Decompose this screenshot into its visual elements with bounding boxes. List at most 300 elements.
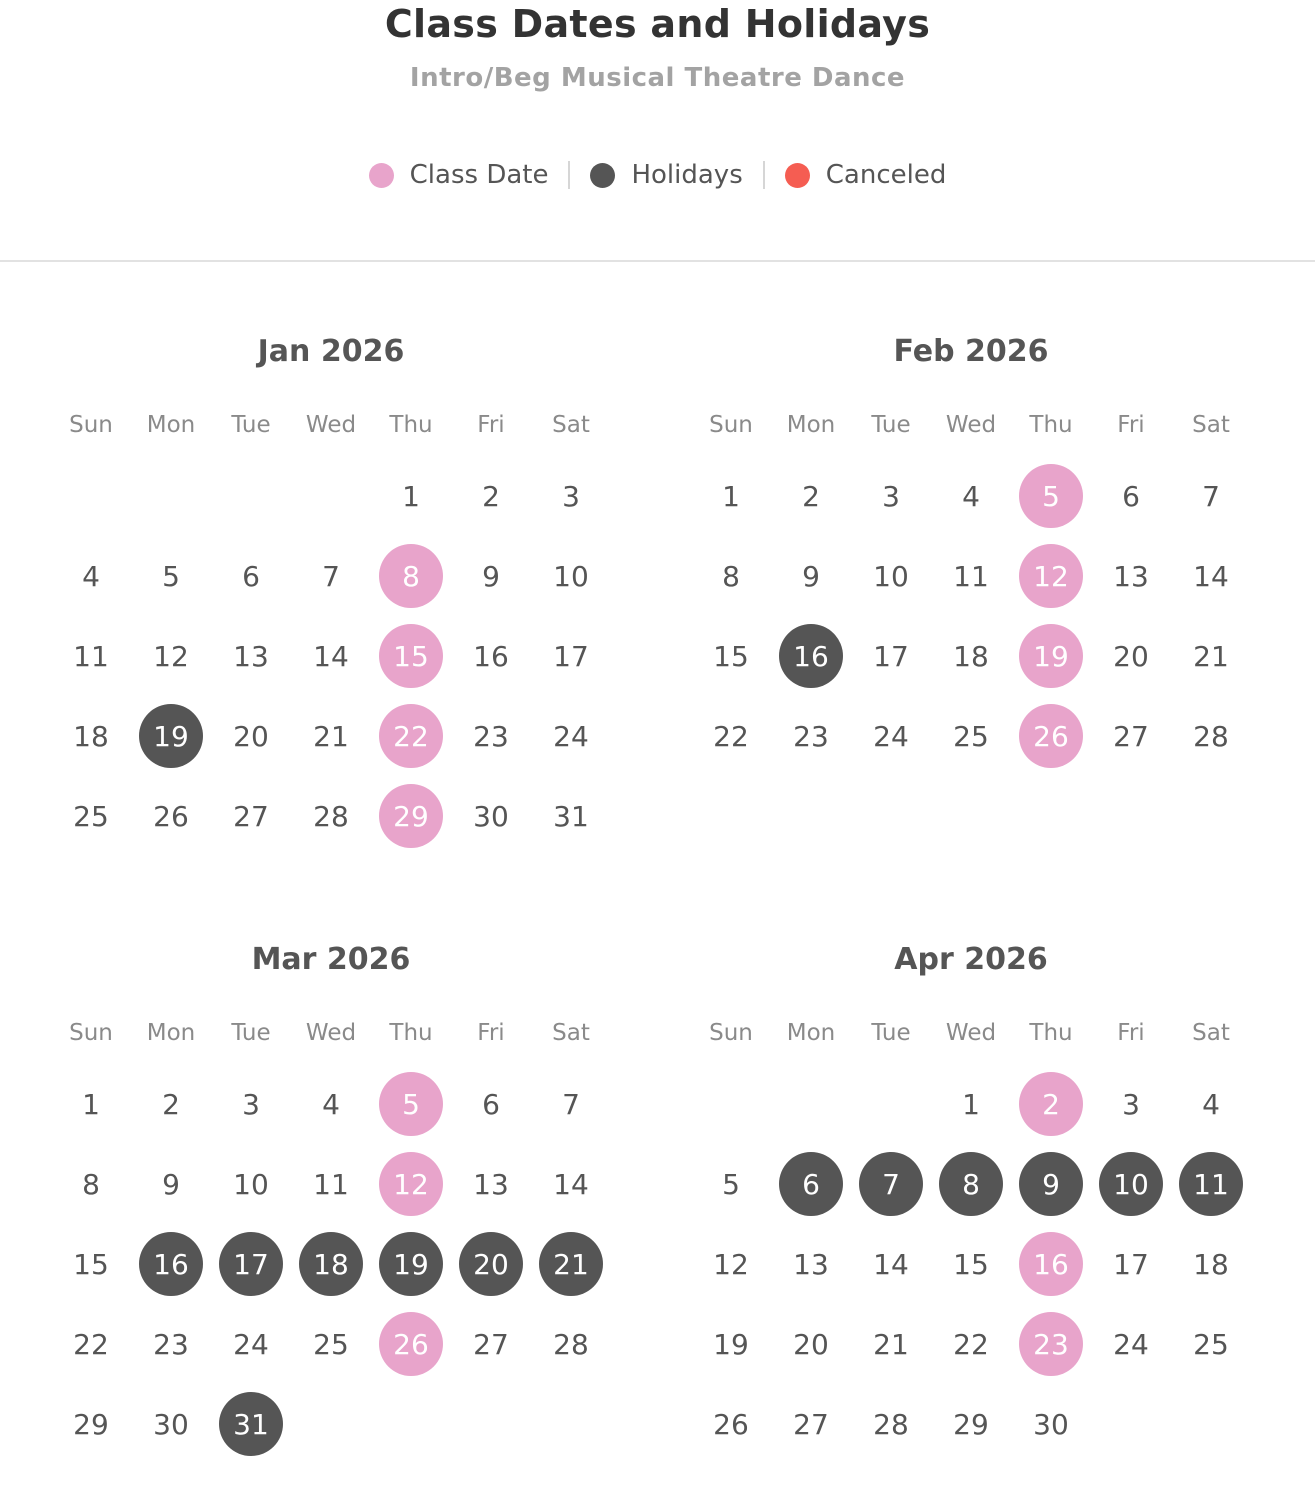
day-cell — [691, 696, 771, 776]
day-number: 2 — [482, 479, 500, 513]
class-date-day: 15 — [379, 624, 443, 688]
day-number: 13 — [1113, 559, 1149, 593]
holiday-day: 9 — [1019, 1152, 1083, 1216]
class-date-day: 12 — [379, 1152, 443, 1216]
day-cell — [691, 1224, 771, 1304]
day-cell — [691, 1384, 771, 1464]
day-cell — [1091, 456, 1171, 536]
day-number: 15 — [953, 1247, 989, 1281]
legend-item-canceled — [785, 160, 947, 190]
day-cell — [691, 616, 771, 696]
day-number: 6 — [1122, 479, 1140, 513]
day-cell — [291, 1144, 371, 1224]
day-cell — [1171, 1144, 1251, 1224]
day-cell — [1171, 616, 1251, 696]
holiday-day: 16 — [779, 624, 843, 688]
day-cell — [1011, 1224, 1091, 1304]
day-cell — [51, 1304, 131, 1384]
day-cell — [451, 1304, 531, 1384]
day-cell — [531, 696, 611, 776]
weekday-label: Thu — [389, 412, 433, 438]
day-cell — [851, 616, 931, 696]
day-number: 25 — [1193, 1327, 1229, 1361]
day-number: 20 — [793, 1327, 829, 1361]
day-cell — [451, 1144, 531, 1224]
weekday-label: Mon — [786, 412, 836, 438]
day-grid — [51, 1064, 611, 1464]
day-number: 20 — [1113, 639, 1149, 673]
day-cell — [451, 1224, 531, 1304]
day-cell — [1091, 1064, 1171, 1144]
day-number: 20 — [233, 719, 269, 753]
day-cell — [291, 776, 371, 856]
day-cell — [851, 1144, 931, 1224]
day-cell — [931, 536, 1011, 616]
day-cell — [291, 696, 371, 776]
empty-day-cell — [51, 456, 131, 536]
day-number: 3 — [882, 479, 900, 513]
day-cell — [131, 1144, 211, 1224]
day-cell — [51, 1064, 131, 1144]
day-cell — [1171, 1304, 1251, 1384]
day-number: 28 — [313, 799, 349, 833]
day-cell — [451, 776, 531, 856]
page-title: Class Dates and Holidays — [384, 2, 931, 46]
class-date-day: 5 — [379, 1072, 443, 1136]
day-number: 24 — [553, 719, 589, 753]
day-number: 7 — [1202, 479, 1220, 513]
weekday-label: Sun — [69, 1020, 113, 1046]
day-cell — [1011, 1304, 1091, 1384]
day-number: 18 — [953, 639, 989, 673]
day-number: 3 — [1122, 1087, 1140, 1121]
day-number: 1 — [722, 479, 740, 513]
day-cell — [531, 456, 611, 536]
day-cell — [211, 1144, 291, 1224]
day-cell — [451, 456, 531, 536]
day-number: 11 — [73, 639, 109, 673]
weekday-label: Tue — [231, 1020, 271, 1046]
empty-day-cell — [851, 1064, 931, 1144]
day-number: 9 — [482, 559, 500, 593]
weekday-label: Fri — [1117, 1020, 1145, 1046]
day-cell — [691, 456, 771, 536]
day-number: 21 — [1193, 639, 1229, 673]
empty-day-cell — [131, 456, 211, 536]
day-number: 17 — [873, 639, 909, 673]
class-date-day: 26 — [1019, 704, 1083, 768]
day-number: 4 — [322, 1087, 340, 1121]
legend-divider — [763, 161, 765, 189]
day-number: 8 — [722, 559, 740, 593]
day-cell — [291, 1304, 371, 1384]
weekday-label: Mon — [786, 1020, 836, 1046]
day-cell — [51, 776, 131, 856]
holiday-day: 7 — [859, 1152, 923, 1216]
day-cell — [1091, 696, 1171, 776]
holiday-day: 31 — [219, 1392, 283, 1456]
day-number: 26 — [713, 1407, 749, 1441]
day-cell — [1091, 1224, 1171, 1304]
day-cell — [131, 1224, 211, 1304]
month-title: Mar 2026 — [251, 942, 411, 977]
day-cell — [851, 536, 931, 616]
day-number: 15 — [713, 639, 749, 673]
day-number: 1 — [402, 479, 420, 513]
day-cell — [1011, 1384, 1091, 1464]
weekday-label: Sat — [1192, 412, 1230, 438]
day-cell — [131, 1064, 211, 1144]
day-number: 30 — [473, 799, 509, 833]
day-cell — [1171, 1064, 1251, 1144]
class-date-day: 19 — [1019, 624, 1083, 688]
empty-day-cell — [211, 456, 291, 536]
day-cell — [211, 536, 291, 616]
weekday-header — [51, 1020, 611, 1046]
day-number: 27 — [233, 799, 269, 833]
page-subtitle: Intro/Beg Musical Theatre Dance — [409, 63, 906, 93]
day-number: 7 — [322, 559, 340, 593]
page-header — [0, 0, 1315, 262]
day-number: 27 — [473, 1327, 509, 1361]
day-cell — [211, 1064, 291, 1144]
empty-day-cell — [691, 1064, 771, 1144]
day-number: 12 — [153, 639, 189, 673]
weekday-label: Fri — [477, 412, 505, 438]
day-cell — [771, 536, 851, 616]
day-cell — [371, 696, 451, 776]
holiday-day: 10 — [1099, 1152, 1163, 1216]
holiday-day: 11 — [1179, 1152, 1243, 1216]
day-cell — [291, 536, 371, 616]
day-number: 25 — [73, 799, 109, 833]
day-cell — [451, 696, 531, 776]
day-cell — [291, 616, 371, 696]
day-number: 9 — [162, 1167, 180, 1201]
day-number: 14 — [1193, 559, 1229, 593]
day-cell — [931, 1144, 1011, 1224]
day-number: 4 — [82, 559, 100, 593]
day-number: 30 — [1033, 1407, 1069, 1441]
day-number: 8 — [82, 1167, 100, 1201]
day-cell — [1171, 536, 1251, 616]
canceled-dot-icon — [785, 163, 810, 188]
day-number: 4 — [1202, 1087, 1220, 1121]
day-number: 4 — [962, 479, 980, 513]
day-number: 6 — [242, 559, 260, 593]
class-date-day: 29 — [379, 784, 443, 848]
weekday-label: Fri — [477, 1020, 505, 1046]
day-cell — [211, 1304, 291, 1384]
day-cell — [691, 1304, 771, 1384]
day-cell — [1171, 696, 1251, 776]
weekday-label: Sun — [69, 412, 113, 438]
day-cell — [451, 616, 531, 696]
day-number: 13 — [473, 1167, 509, 1201]
holiday-day: 19 — [139, 704, 203, 768]
class-date-day: 26 — [379, 1312, 443, 1376]
day-cell — [51, 536, 131, 616]
day-cell — [1011, 536, 1091, 616]
day-number: 24 — [1113, 1327, 1149, 1361]
day-number: 24 — [873, 719, 909, 753]
day-cell — [371, 456, 451, 536]
day-cell — [1011, 616, 1091, 696]
day-number: 25 — [953, 719, 989, 753]
day-number: 24 — [233, 1327, 269, 1361]
weekday-label: Thu — [1029, 1020, 1073, 1046]
day-number: 1 — [82, 1087, 100, 1121]
day-number: 14 — [873, 1247, 909, 1281]
weekday-label: Thu — [1029, 412, 1073, 438]
day-cell — [531, 1144, 611, 1224]
day-cell — [131, 1384, 211, 1464]
day-number: 23 — [153, 1327, 189, 1361]
weekday-header — [691, 1020, 1251, 1046]
weekday-label: Sat — [552, 1020, 590, 1046]
weekday-label: Sun — [709, 412, 753, 438]
day-cell — [771, 1144, 851, 1224]
day-grid — [691, 456, 1251, 776]
day-number: 29 — [953, 1407, 989, 1441]
day-grid — [691, 1064, 1251, 1464]
day-number: 18 — [1193, 1247, 1229, 1281]
day-cell — [771, 1304, 851, 1384]
day-cell — [771, 1384, 851, 1464]
class-date-day: 12 — [1019, 544, 1083, 608]
day-cell — [1011, 696, 1091, 776]
day-cell — [531, 1304, 611, 1384]
day-cell — [371, 536, 451, 616]
day-cell — [931, 1064, 1011, 1144]
day-number: 17 — [553, 639, 589, 673]
day-cell — [531, 616, 611, 696]
day-number: 13 — [793, 1247, 829, 1281]
legend-label-class-date: Class Date — [409, 160, 549, 190]
day-cell — [131, 1304, 211, 1384]
day-number: 2 — [802, 479, 820, 513]
day-cell — [131, 616, 211, 696]
day-cell — [1011, 1144, 1091, 1224]
day-cell — [1091, 536, 1171, 616]
class-date-day: 23 — [1019, 1312, 1083, 1376]
legend-item-class-date — [369, 160, 549, 190]
weekday-label: Tue — [871, 412, 911, 438]
day-number: 3 — [242, 1087, 260, 1121]
day-number: 15 — [73, 1247, 109, 1281]
day-cell — [931, 1384, 1011, 1464]
weekday-header — [691, 412, 1251, 438]
weekday-label: Wed — [945, 412, 997, 438]
day-cell — [851, 1304, 931, 1384]
class-date-day: 8 — [379, 544, 443, 608]
day-cell — [931, 696, 1011, 776]
legend — [0, 160, 1315, 190]
day-cell — [851, 696, 931, 776]
legend-item-holidays — [590, 160, 742, 190]
class-date-day: 2 — [1019, 1072, 1083, 1136]
day-cell — [371, 1304, 451, 1384]
day-cell — [371, 1224, 451, 1304]
weekday-label: Sat — [1192, 1020, 1230, 1046]
weekday-label: Tue — [871, 1020, 911, 1046]
day-cell — [291, 1064, 371, 1144]
class-date-day: 5 — [1019, 464, 1083, 528]
holiday-day: 16 — [139, 1232, 203, 1296]
day-number: 14 — [553, 1167, 589, 1201]
day-cell — [771, 696, 851, 776]
day-grid — [51, 456, 611, 856]
day-number: 21 — [313, 719, 349, 753]
holiday-day: 21 — [539, 1232, 603, 1296]
day-cell — [51, 1384, 131, 1464]
day-cell — [1011, 1064, 1091, 1144]
day-number: 5 — [162, 559, 180, 593]
holiday-dot-icon — [590, 163, 615, 188]
day-cell — [851, 456, 931, 536]
day-number: 25 — [313, 1327, 349, 1361]
day-cell — [931, 1304, 1011, 1384]
day-number: 21 — [873, 1327, 909, 1361]
day-cell — [211, 696, 291, 776]
holiday-day: 19 — [379, 1232, 443, 1296]
legend-divider — [568, 161, 570, 189]
month-title: Jan 2026 — [257, 334, 405, 369]
day-cell — [1171, 456, 1251, 536]
weekday-label: Mon — [146, 412, 196, 438]
day-cell — [51, 1224, 131, 1304]
day-cell — [131, 776, 211, 856]
day-cell — [211, 776, 291, 856]
weekday-label: Wed — [305, 412, 357, 438]
day-cell — [931, 456, 1011, 536]
day-number: 22 — [713, 719, 749, 753]
day-number: 14 — [313, 639, 349, 673]
class-date-dot-icon — [369, 163, 394, 188]
legend-label-canceled: Canceled — [825, 160, 947, 190]
day-cell — [1171, 1224, 1251, 1304]
day-number: 1 — [962, 1087, 980, 1121]
day-number: 23 — [473, 719, 509, 753]
day-number: 18 — [73, 719, 109, 753]
day-number: 23 — [793, 719, 829, 753]
day-number: 28 — [553, 1327, 589, 1361]
day-cell — [851, 1224, 931, 1304]
day-cell — [131, 696, 211, 776]
day-cell — [531, 536, 611, 616]
day-number: 5 — [722, 1167, 740, 1201]
weekday-label: Wed — [305, 1020, 357, 1046]
day-number: 28 — [1193, 719, 1229, 753]
month-title: Feb 2026 — [893, 334, 1049, 369]
day-number: 22 — [73, 1327, 109, 1361]
day-number: 17 — [1113, 1247, 1149, 1281]
holiday-day: 8 — [939, 1152, 1003, 1216]
day-number: 19 — [713, 1327, 749, 1361]
month-title: Apr 2026 — [894, 942, 1048, 977]
day-number: 16 — [473, 639, 509, 673]
day-cell — [211, 616, 291, 696]
day-cell — [851, 1384, 931, 1464]
holiday-day: 18 — [299, 1232, 363, 1296]
day-cell — [371, 616, 451, 696]
day-number: 11 — [313, 1167, 349, 1201]
day-cell — [371, 1144, 451, 1224]
empty-day-cell — [771, 1064, 851, 1144]
day-cell — [451, 536, 531, 616]
holiday-day: 20 — [459, 1232, 523, 1296]
weekday-label: Sat — [552, 412, 590, 438]
day-number: 22 — [953, 1327, 989, 1361]
weekday-label: Fri — [1117, 412, 1145, 438]
day-number: 28 — [873, 1407, 909, 1441]
day-number: 10 — [873, 559, 909, 593]
weekday-label: Mon — [146, 1020, 196, 1046]
day-number: 13 — [233, 639, 269, 673]
day-cell — [691, 1144, 771, 1224]
day-number: 12 — [713, 1247, 749, 1281]
day-number: 10 — [233, 1167, 269, 1201]
weekday-header — [51, 412, 611, 438]
weekday-label: Sun — [709, 1020, 753, 1046]
day-cell — [371, 776, 451, 856]
class-date-day: 22 — [379, 704, 443, 768]
day-cell — [531, 776, 611, 856]
day-cell — [531, 1064, 611, 1144]
day-cell — [451, 1064, 531, 1144]
day-cell — [131, 536, 211, 616]
day-cell — [211, 1384, 291, 1464]
day-number: 31 — [553, 799, 589, 833]
day-number: 29 — [73, 1407, 109, 1441]
day-cell — [211, 1224, 291, 1304]
day-number: 11 — [953, 559, 989, 593]
class-date-day: 16 — [1019, 1232, 1083, 1296]
day-cell — [931, 1224, 1011, 1304]
day-number: 7 — [562, 1087, 580, 1121]
day-cell — [51, 696, 131, 776]
day-number: 2 — [162, 1087, 180, 1121]
weekday-label: Tue — [231, 412, 271, 438]
day-number: 27 — [793, 1407, 829, 1441]
day-cell — [371, 1064, 451, 1144]
day-number: 3 — [562, 479, 580, 513]
day-cell — [1091, 616, 1171, 696]
day-cell — [771, 1224, 851, 1304]
legend-label-holidays: Holidays — [631, 160, 743, 190]
day-cell — [691, 536, 771, 616]
day-cell — [931, 616, 1011, 696]
day-number: 30 — [153, 1407, 189, 1441]
day-cell — [1011, 456, 1091, 536]
day-cell — [771, 616, 851, 696]
day-cell — [291, 1224, 371, 1304]
day-number: 6 — [482, 1087, 500, 1121]
holiday-day: 17 — [219, 1232, 283, 1296]
day-cell — [531, 1224, 611, 1304]
day-cell — [1091, 1304, 1171, 1384]
day-number: 27 — [1113, 719, 1149, 753]
day-number: 26 — [153, 799, 189, 833]
empty-day-cell — [291, 456, 371, 536]
weekday-label: Wed — [945, 1020, 997, 1046]
day-cell — [51, 1144, 131, 1224]
weekday-label: Thu — [389, 1020, 433, 1046]
day-cell — [1091, 1144, 1171, 1224]
day-cell — [51, 616, 131, 696]
holiday-day: 6 — [779, 1152, 843, 1216]
day-number: 10 — [553, 559, 589, 593]
